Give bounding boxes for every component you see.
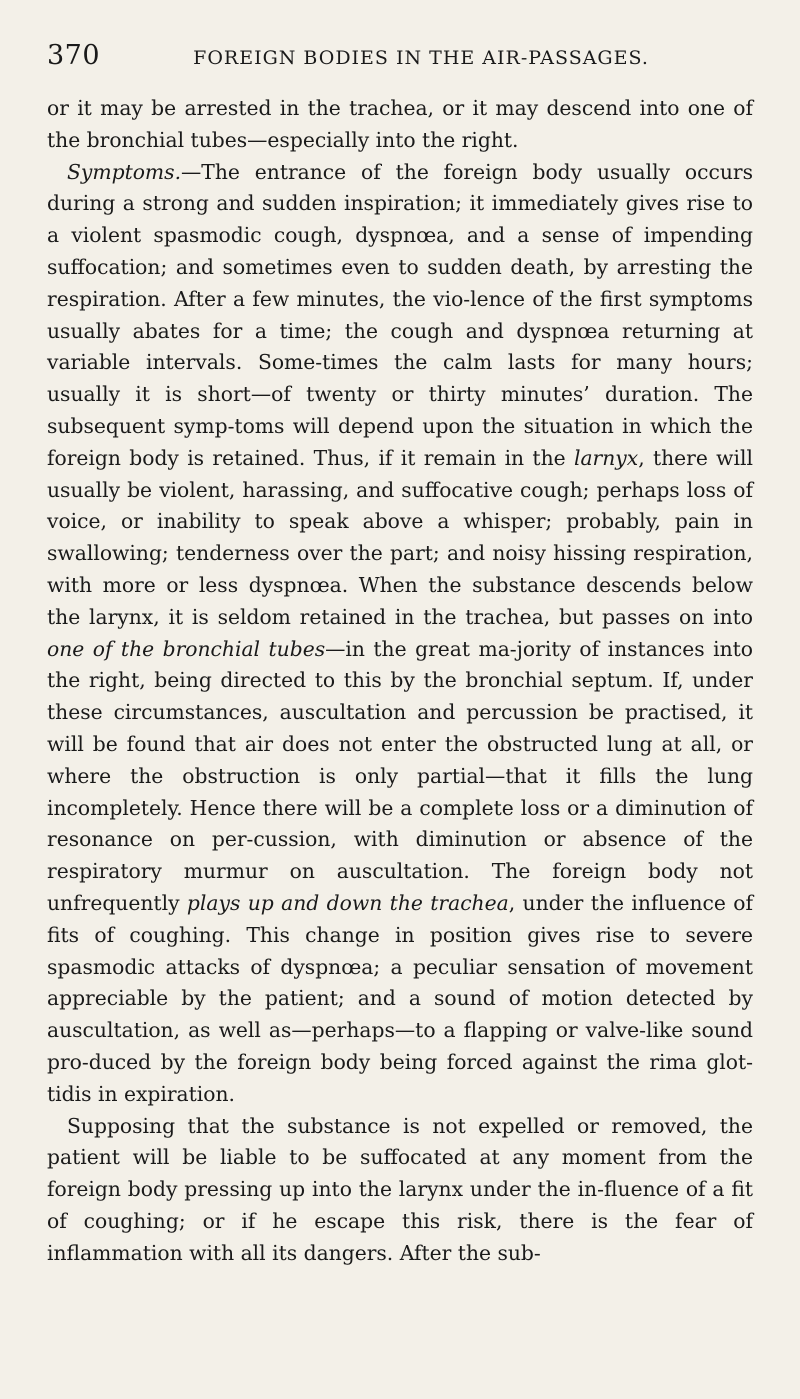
paragraph-symptoms xyxy=(47,157,753,1111)
paragraph-1 xyxy=(47,93,753,157)
section-heading-symptoms: Symptoms. xyxy=(67,159,182,184)
text-run: Supposing that the substance is not expelled or removed, the patient will be liable to be suffocated at any moment from the foreign body pressing up into the larynx under the in-fluence of a fit of coughing; or if he escape this risk, there is the fear of inflammation with all its dangers. After the sub- xyxy=(47,1113,753,1265)
book-page xyxy=(47,40,753,1269)
text-run: —The entrance of the foreign body usually occurs during a strong and sudden inspiration; it immediately gives rise to a violent spasmodic cough, dyspnœa, and a sense of impending suffocation; and sometimes even to sudden death, by arresting the respiration. After a few minutes, the vio-lence of the first symptoms usually abates for a time; the cough and dyspnœa returning at variable intervals. Some-times the calm lasts for many hours; usually it is short—of twenty or thirty minutes’ duration. The subsequent symp-toms will depend upon the situation in which the foreign body is retained. Thus, if it remain in the xyxy=(47,159,753,470)
page-number: 370 xyxy=(47,40,101,71)
italic-term: plays up and down the trachea xyxy=(186,890,509,915)
italic-term: larnyx xyxy=(573,445,639,470)
text-run: —in the great ma-jority of instances into the right, being directed to this by the bronchial septum. If, under these circumstances, auscultation and percussion be practised, it will be found that air does not enter the obstructed lung at all, or where the obstruction is only partial—that it fills the lung incompletely. Hence there will be a complete loss or a diminution of resonance on per-cussion, with diminution or absence of the respiratory murmur on auscultation. The foreign body not unfrequently xyxy=(47,636,753,915)
running-title: FOREIGN BODIES IN THE AIR-PASSAGES. xyxy=(193,47,649,69)
body-text xyxy=(47,93,753,1269)
text-run: , there will usually be violent, harassing, and suffocative cough; perhaps loss of voice, or inability to speak above a whisper; probably, pain in swallowing; tenderness over the part; and noisy hissing respiration, with more or less dyspnœa. When the substance descends below the larynx, it is seldom retained in the trachea, but passes on into xyxy=(47,445,753,629)
paragraph-3 xyxy=(47,1111,753,1270)
text-run: , under the influence of fits of coughing. This change in position gives rise to severe spasmodic attacks of dyspnœa; a peculiar sensation of movement appreciable by the patient; and a sound of motion detected by auscultation, as well as—perhaps—to a flapping or valve-like sound pro-duced by the foreign body being forced against the rima glot-tidis in expiration. xyxy=(47,890,753,1106)
text-run: or it may be arrested in the trachea, or it may descend into one of the bronchial tubes—especially into the right. xyxy=(47,96,753,152)
italic-term: one of the bronchial tubes xyxy=(47,636,326,661)
running-head xyxy=(47,40,753,90)
